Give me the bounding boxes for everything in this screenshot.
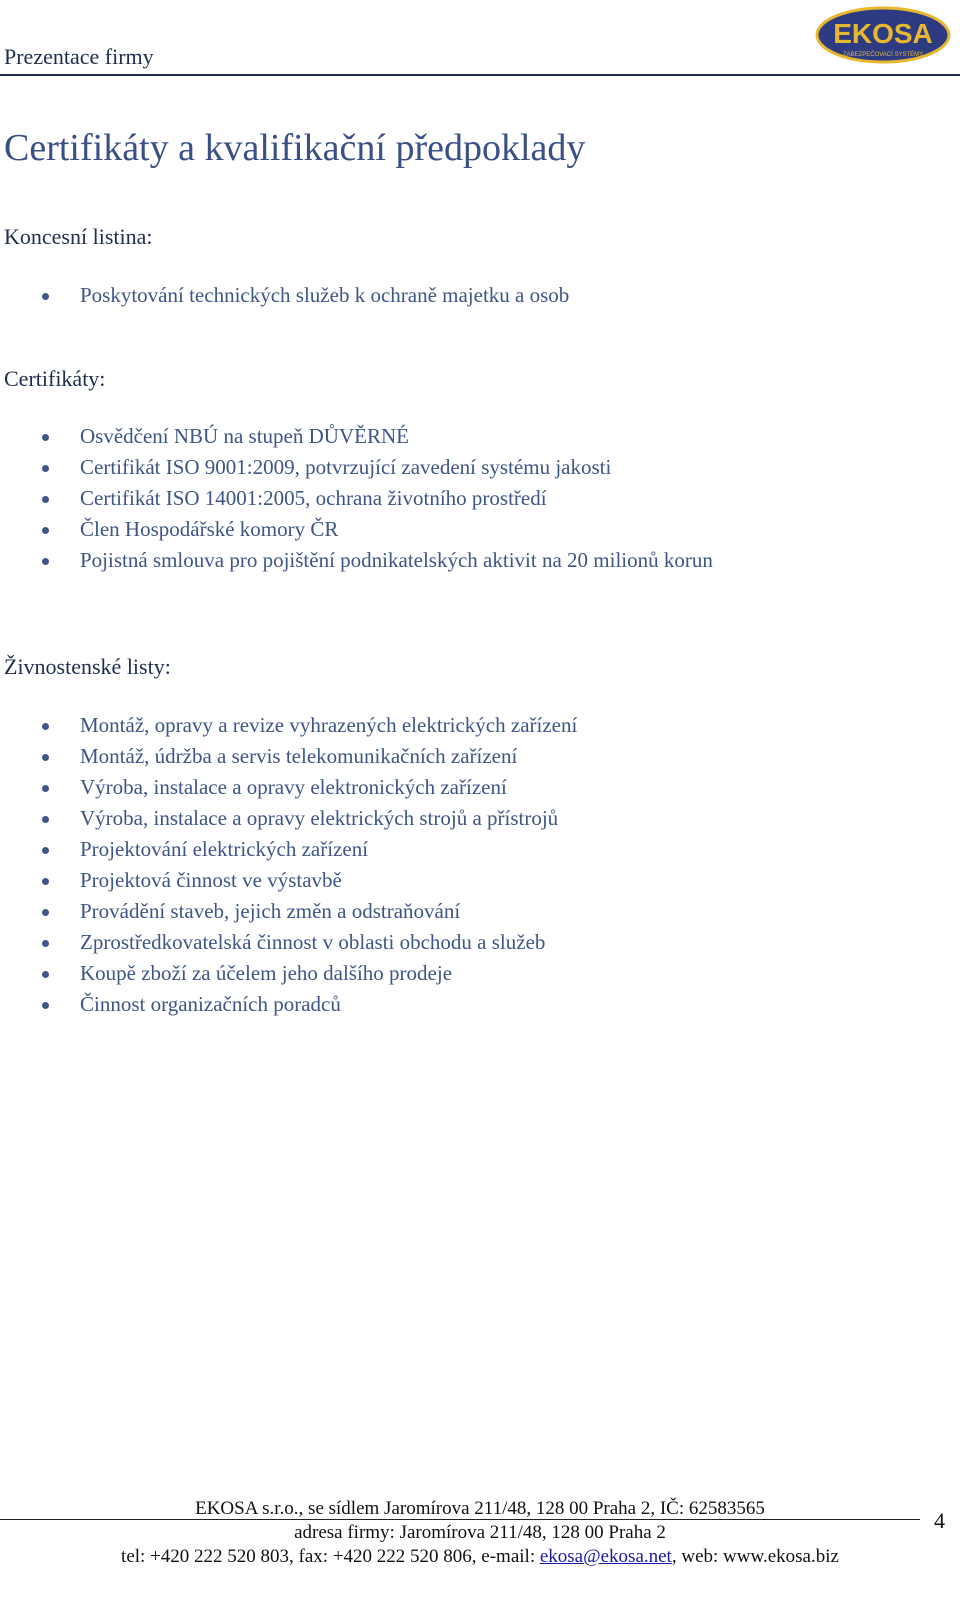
section-heading-koncesni: Koncesní listina: bbox=[4, 224, 153, 249]
list-item: Montáž, opravy a revize vyhrazených elektrických zařízení bbox=[0, 710, 577, 741]
list-item: Projektová činnost ve výstavbě bbox=[0, 865, 577, 896]
svg-text:ZABEZPEČOVACÍ SYSTÉMY: ZABEZPEČOVACÍ SYSTÉMY bbox=[842, 52, 924, 58]
bullet-icon bbox=[42, 785, 49, 792]
list-item: Poskytování technických služeb k ochraně majetku a osob bbox=[0, 280, 569, 311]
section-heading-zivnostenske: Živnostenské listy: bbox=[4, 654, 171, 679]
bullet-icon bbox=[42, 847, 49, 854]
list-item: Certifikát ISO 9001:2009, potvrzující zavedení systému jakosti bbox=[0, 452, 713, 483]
list-item: Montáž, údržba a servis telekomunikačních zařízení bbox=[0, 741, 577, 772]
bullet-icon bbox=[42, 909, 49, 916]
bullet-icon bbox=[42, 496, 49, 503]
bullet-icon bbox=[42, 816, 49, 823]
bullet-icon bbox=[42, 878, 49, 885]
bullet-icon bbox=[42, 527, 49, 534]
footer-contacts-suffix: , web: www.ekosa.biz bbox=[671, 1546, 839, 1567]
list-item: Koupě zboží za účelem jeho dalšího prodeje bbox=[0, 958, 577, 989]
bullet-icon bbox=[42, 940, 49, 947]
bullet-icon bbox=[42, 723, 49, 730]
footer-contacts bbox=[0, 1546, 960, 1568]
list-item: Výroba, instalace a opravy elektrických strojů a přístrojů bbox=[0, 803, 577, 834]
email-link[interactable]: ekosa@ekosa.net bbox=[539, 1546, 672, 1567]
list-certifikaty bbox=[0, 421, 713, 576]
header-title: Prezentace firmy bbox=[4, 44, 154, 69]
list-koncesni bbox=[0, 280, 569, 311]
list-item: Pojistná smlouva pro pojištění podnikatelských aktivit na 20 milionů korun bbox=[0, 545, 713, 576]
list-item: Činnost organizačních poradců bbox=[0, 989, 577, 1020]
bullet-icon bbox=[42, 293, 49, 300]
bullet-icon bbox=[42, 465, 49, 472]
page-title: Certifikáty a kvalifikační předpoklady bbox=[4, 127, 586, 169]
list-item: Člen Hospodářské komory ČR bbox=[0, 514, 713, 545]
page-number: 4 bbox=[934, 1508, 945, 1533]
list-item: Provádění staveb, jejich změn a odstraňování bbox=[0, 896, 577, 927]
list-item: Projektování elektrických zařízení bbox=[0, 834, 577, 865]
footer-company-info: EKOSA s.r.o., se sídlem Jaromírova 211/48, 128 00 Praha 2, IČ: 62583565 bbox=[195, 1498, 765, 1519]
list-item: Zprostředkovatelská činnost v oblasti obchodu a služeb bbox=[0, 927, 577, 958]
header-divider bbox=[0, 74, 960, 76]
list-zivnostenske bbox=[0, 710, 577, 1020]
section-heading-certifikaty: Certifikáty: bbox=[4, 366, 106, 391]
list-item: Osvědčení NBÚ na stupeň DŮVĚRNÉ bbox=[0, 421, 713, 452]
bullet-icon bbox=[42, 434, 49, 441]
footer-contacts-prefix: tel: +420 222 520 803, fax: +420 222 520 806, e-mail: bbox=[121, 1546, 540, 1567]
bullet-icon bbox=[42, 754, 49, 761]
bullet-icon bbox=[42, 558, 49, 565]
list-item: Certifikát ISO 14001:2005, ochrana životního prostředí bbox=[0, 483, 713, 514]
bullet-icon bbox=[42, 1002, 49, 1009]
footer-address: adresa firmy: Jaromírova 211/48, 128 00 Praha 2 bbox=[294, 1522, 666, 1543]
ekosa-logo bbox=[813, 5, 953, 65]
list-item: Výroba, instalace a opravy elektronických zařízení bbox=[0, 772, 577, 803]
bullet-icon bbox=[42, 971, 49, 978]
svg-text:EKOSA: EKOSA bbox=[833, 18, 933, 49]
